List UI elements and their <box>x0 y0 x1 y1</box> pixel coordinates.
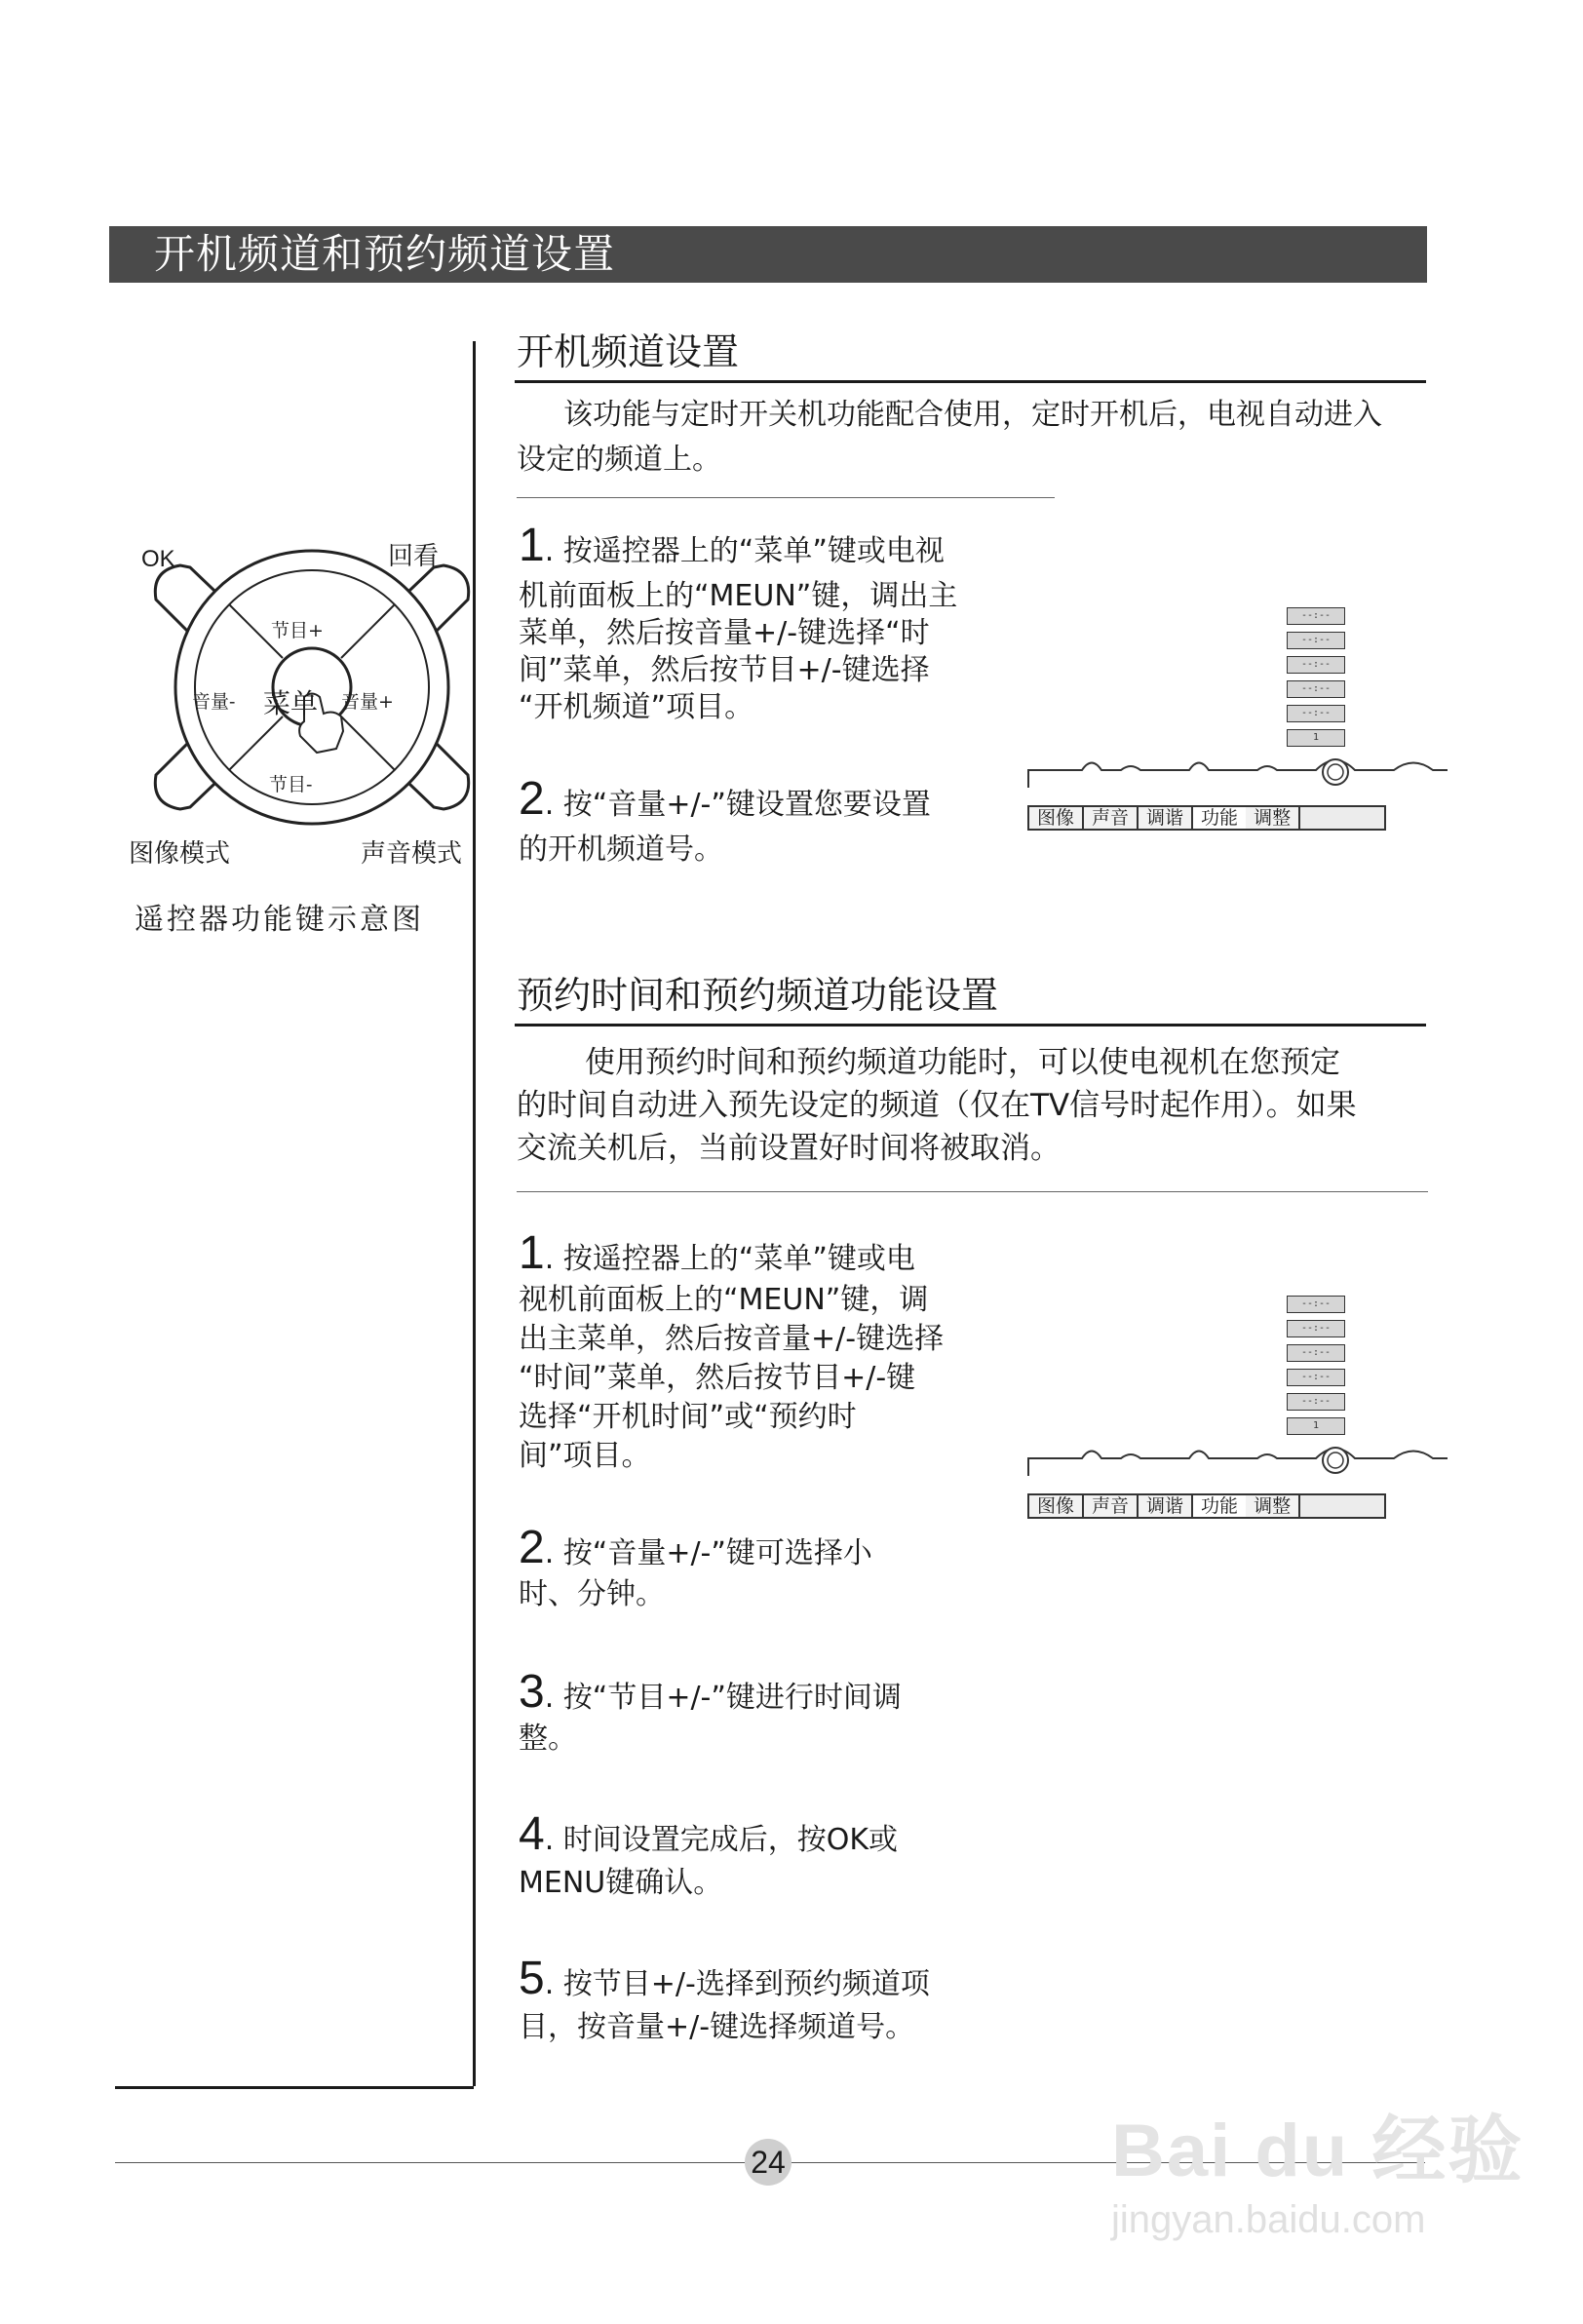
section1-intro-line2: 设定的频道上。 <box>517 443 721 477</box>
watermark-url: jingyan.baidu.com <box>1111 2198 1426 2241</box>
footer-line-left <box>115 2162 745 2163</box>
section1-step1-line3: 菜单，然后按音量+/-键选择“时 <box>519 616 930 650</box>
step-number: 3 <box>519 1666 545 1718</box>
section2-step3-line2: 整。 <box>519 1722 577 1756</box>
section2-step5 <box>519 1953 930 2007</box>
menu-illustration-1 <box>1023 604 1452 838</box>
menu-tabbar <box>1027 1493 1386 1519</box>
time-slot: --:-- <box>1287 680 1345 698</box>
ch-down-label: 节目- <box>269 774 313 795</box>
menu-center-label: 菜单 <box>263 687 319 719</box>
section1-step1-line5: “开机频道”项目。 <box>519 690 754 724</box>
ch-up-label: 节目+ <box>271 620 324 641</box>
menu-tab-function: 功能 <box>1193 807 1246 829</box>
ok-label: OK <box>141 546 175 572</box>
step-text: . 按遥控器上的“菜单”键或电视 <box>544 534 945 568</box>
section2-step1-line6: 间”项目。 <box>519 1439 651 1473</box>
menu-tabbar <box>1027 805 1386 831</box>
section2-step2 <box>519 1522 872 1576</box>
menu-tab-sound: 声音 <box>1084 1495 1139 1517</box>
picture-mode-label: 图像模式 <box>129 839 231 869</box>
menu-curve-decoration <box>1023 751 1452 790</box>
section2-intro-line3: 交流关机后，当前设置好时间将被取消。 <box>517 1131 1061 1166</box>
time-slot: 1 <box>1287 1417 1345 1435</box>
menu-tab-blank <box>1300 1495 1384 1517</box>
menu-illustration-2 <box>1023 1293 1452 1527</box>
section2-heading: 预约时间和预约频道功能设置 <box>517 974 999 1017</box>
time-slot: --:-- <box>1287 656 1345 674</box>
section2-step2-line2: 时、分钟。 <box>519 1577 665 1611</box>
time-slot: --:-- <box>1287 705 1345 722</box>
column-bottom-line <box>115 2086 474 2089</box>
menu-tab-adjust: 调整 <box>1246 807 1300 829</box>
step-text: . 按节目+/-选择到预约频道项 <box>544 1967 930 2001</box>
time-slot: --:-- <box>1287 1393 1345 1411</box>
section2-intro-line1: 使用预约时间和预约频道功能时，可以使电视机在您预定 <box>585 1045 1340 1080</box>
section1-heading-rule <box>515 380 1426 383</box>
menu-tab-picture: 图像 <box>1029 1495 1084 1517</box>
section1-intro-line1: 该功能与定时开关机功能配合使用，定时开机后，电视自动进入 <box>563 398 1382 432</box>
remote-caption: 遥控器功能键示意图 <box>135 903 424 937</box>
section2-step1 <box>519 1227 915 1282</box>
step-number: 4 <box>519 1808 545 1860</box>
step-number: 1 <box>519 520 545 571</box>
menu-tab-function: 功能 <box>1193 1495 1246 1517</box>
step-number: 1 <box>519 1227 545 1279</box>
menu-tab-tuning: 调谐 <box>1139 1495 1193 1517</box>
menu-tab-tuning: 调谐 <box>1139 807 1193 829</box>
section1-heading: 开机频道设置 <box>517 330 740 373</box>
page-number: 24 <box>751 2145 786 2180</box>
step-text: . 按遥控器上的“菜单”键或电 <box>544 1242 915 1276</box>
vol-down-label: 音量- <box>192 691 236 713</box>
section2-step1-line2: 视机前面板上的“MEUN”键，调 <box>519 1283 929 1317</box>
menu-tab-blank <box>1300 807 1384 829</box>
time-slot: --:-- <box>1287 632 1345 649</box>
step-number: 2 <box>519 773 545 825</box>
step-text: . 按“节目+/-”键进行时间调 <box>544 1681 902 1715</box>
menu-tab-picture: 图像 <box>1029 807 1084 829</box>
section2-step1-line4: “时间”菜单，然后按节目+/-键 <box>519 1361 916 1395</box>
section1-step2-line2: 的开机频道号。 <box>519 833 723 867</box>
section2-step4-line2: MENU键确认。 <box>519 1866 723 1900</box>
section2-step3 <box>519 1666 902 1721</box>
section2-separator <box>517 1191 1428 1192</box>
section2-intro-line2: 的时间自动进入预先设定的频道（仅在TV信号时起作用）。如果 <box>517 1088 1357 1123</box>
time-slot: --:-- <box>1287 1369 1345 1386</box>
menu-tab-sound: 声音 <box>1084 807 1139 829</box>
step-text: . 按“音量+/-”键设置您要设置 <box>544 788 931 822</box>
time-slot: 1 <box>1287 729 1345 747</box>
section2-heading-rule <box>515 1024 1426 1026</box>
menu-tab-adjust: 调整 <box>1246 1495 1300 1517</box>
time-slot: --:-- <box>1287 1320 1345 1337</box>
step-text: . 按“音量+/-”键可选择小 <box>544 1536 872 1570</box>
section1-step1-line4: 间”菜单，然后按节目+/-键选择 <box>519 653 930 687</box>
time-slot: --:-- <box>1287 1344 1345 1362</box>
section2-step1-line3: 出主菜单，然后按音量+/-键选择 <box>519 1322 945 1356</box>
back-label: 回看 <box>388 542 440 571</box>
section1-step1-line2: 机前面板上的“MEUN”键，调出主 <box>519 579 958 613</box>
time-slot: --:-- <box>1287 607 1345 625</box>
sound-mode-label: 声音模式 <box>361 839 463 869</box>
step-text: . 时间设置完成后，按OK或 <box>544 1823 899 1857</box>
step-number: 2 <box>519 1522 545 1573</box>
section2-step5-line2: 目，按音量+/-键选择频道号。 <box>519 2010 915 2044</box>
section1-step2 <box>519 773 931 828</box>
page-title: 开机频道和预约频道设置 <box>154 230 616 278</box>
time-slot: --:-- <box>1287 1296 1345 1313</box>
section2-step1-line5: 选择“开机时间”或“预约时 <box>519 1400 857 1434</box>
section2-step4 <box>519 1808 899 1863</box>
vol-up-label: 音量+ <box>341 691 394 713</box>
step-number: 5 <box>519 1953 545 2004</box>
section1-separator <box>517 497 1055 498</box>
watermark-brand: Bai du 经验 <box>1111 2110 1525 2192</box>
section1-step1 <box>519 520 945 574</box>
menu-curve-decoration <box>1023 1439 1452 1478</box>
